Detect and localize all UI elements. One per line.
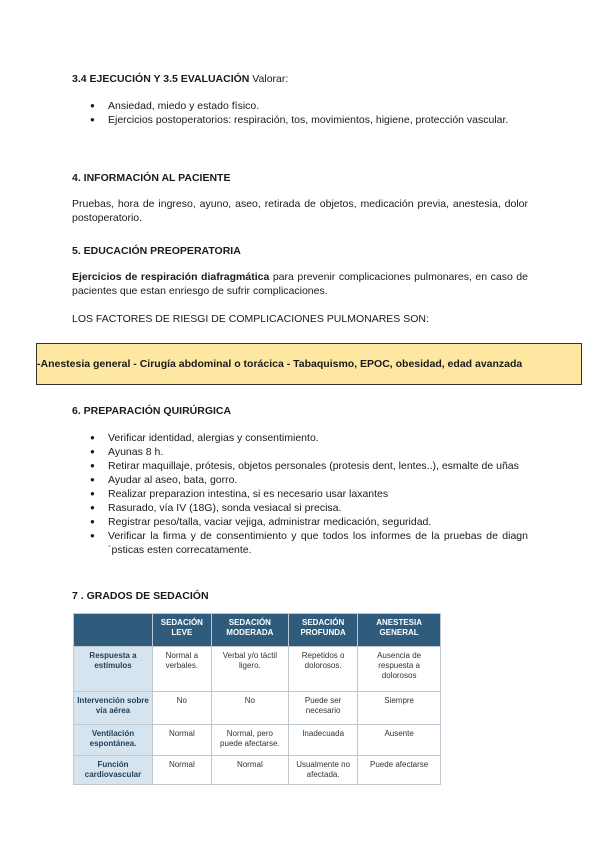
table-cell: Puede ser necesario bbox=[289, 692, 358, 725]
table-cell: Usualmente no afectada. bbox=[289, 756, 358, 785]
section-title-preparacion: 6. PREPARACIÓN QUIRÚRGICA bbox=[72, 405, 232, 417]
table-row bbox=[74, 692, 441, 725]
list-item: ● Ayudar al aseo, bata, gorro. bbox=[72, 473, 528, 487]
table-cell: Ausencia de respuesta a dolorosos bbox=[358, 647, 441, 692]
table-cell: Normal, pero puede afectarse. bbox=[211, 725, 288, 756]
section-title-educacion: 5. EDUCACIÓN PREOPERATORIA bbox=[72, 245, 241, 257]
table-cell: Verbal y/o táctil ligero. bbox=[211, 647, 288, 692]
table-row bbox=[74, 756, 441, 785]
factors-callout bbox=[36, 343, 582, 385]
table-cell: No bbox=[211, 692, 288, 725]
factors-label: LOS FACTORES DE RIESGI DE COMPLICACIONES PULMONARES SON: bbox=[72, 313, 429, 325]
table-row bbox=[74, 647, 441, 692]
table-header-cell: SEDACIÓN LEVE bbox=[153, 614, 212, 647]
row-label: Función cardiovascular bbox=[74, 756, 153, 785]
list-item: ● Ayunas 8 h. bbox=[72, 445, 528, 459]
section-title: 3.4 EJECUCIÓN Y 3.5 EVALUACIÓN bbox=[72, 73, 250, 85]
row-label: Ventilación espontánea. bbox=[74, 725, 153, 756]
section-intro: Valorar: bbox=[249, 73, 289, 85]
table-row bbox=[74, 725, 441, 756]
list-item: ● Ansiedad, miedo y estado físico. bbox=[72, 99, 528, 113]
preparacion-list bbox=[72, 431, 528, 557]
list-item: ● Rasurado, vía IV (18G), sonda vesiacal si precisa. bbox=[72, 501, 528, 515]
table-cell: Repetidos o dolorosos. bbox=[289, 647, 358, 692]
table-cell: Siempre bbox=[358, 692, 441, 725]
bold-lead: Ejercicios de respiración diafragmática bbox=[72, 271, 270, 283]
row-label: Respuesta a estímulos bbox=[74, 647, 153, 692]
section-title-informacion: 4. INFORMACIÓN AL PACIENTE bbox=[72, 172, 231, 184]
list-item: ● Verificar la firma y de consentimiento y que todos los informes de la pruebas de diagn´psticas esten correcatamente. bbox=[72, 529, 528, 557]
table-cell: Ausente bbox=[358, 725, 441, 756]
ejecucion-list bbox=[72, 99, 528, 127]
informacion-paragraph: Pruebas, hora de ingreso, ayuno, aseo, retirada de objetos, medicación previa, anestesia, dolor postoperatorio. bbox=[72, 198, 528, 224]
table-cell: Normal a verbales. bbox=[153, 647, 212, 692]
table-header-row bbox=[74, 614, 441, 647]
table-header-cell: ANESTESIA GENERAL bbox=[358, 614, 441, 647]
table-header-cell bbox=[74, 614, 153, 647]
educacion-text: para prevenir complicaciones pulmonares, en caso de pacientes que estan enriesgo de sufrir complicaciones. bbox=[72, 271, 528, 297]
table-header-cell: SEDACIÓN MODERADA bbox=[211, 614, 288, 647]
section-title-sedacion: 7 . GRADOS DE SEDACIÓN bbox=[72, 590, 209, 602]
list-item: ● Registrar peso/talla, vaciar vejiga, administrar medicación, seguridad. bbox=[72, 515, 528, 529]
row-label: Intervención sobre vía aérea bbox=[74, 692, 153, 725]
table-cell: Inadecuada bbox=[289, 725, 358, 756]
section-ejecucion-evaluacion bbox=[72, 72, 528, 86]
table-cell: Normal bbox=[211, 756, 288, 785]
table-cell: Normal bbox=[153, 756, 212, 785]
list-item: ● Realizar preparazion intestina, si es necesario usar laxantes bbox=[72, 487, 528, 501]
list-item: ● Ejercicios postoperatorios: respiración, tos, movimientos, higiene, protección vascular. bbox=[72, 113, 528, 127]
factors-text: -Anestesia general - Cirugía abdominal o torácica - Tabaquismo, EPOC, obesidad, edad avanzada bbox=[37, 358, 523, 370]
educacion-paragraph bbox=[72, 270, 528, 298]
table-cell: Normal bbox=[153, 725, 212, 756]
table-header-cell: SEDACIÓN PROFUNDA bbox=[289, 614, 358, 647]
list-item: ● Retirar maquillaje, prótesis, objetos personales (protesis dent, lentes..), esmalte de uñas bbox=[72, 459, 528, 473]
list-item: ● Verificar identidad, alergias y consentimiento. bbox=[72, 431, 528, 445]
table-cell: Puede afectarse bbox=[358, 756, 441, 785]
table-cell: No bbox=[153, 692, 212, 725]
sedation-table bbox=[73, 613, 441, 785]
